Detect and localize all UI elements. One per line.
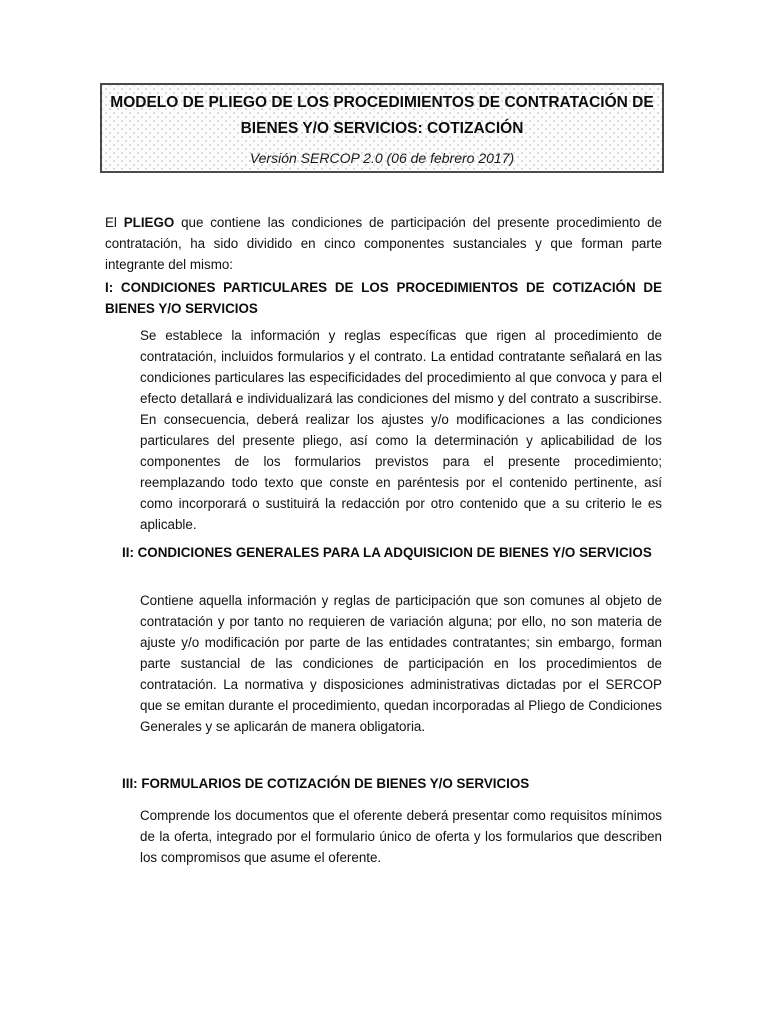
section-3-heading: III: FORMULARIOS DE COTIZACIÓN DE BIENES Y/O SERVICIOS xyxy=(122,776,530,792)
section-2-heading: II: CONDICIONES GENERALES PARA LA ADQUISICION DE BIENES Y/O SERVICIOS xyxy=(122,545,652,561)
section-1-heading: I: CONDICIONES PARTICULARES DE LOS PROCEDIMIENTOS DE COTIZACIÓN DE BIENES Y/O SERVICIOS xyxy=(105,280,662,317)
version-subtitle: Versión SERCOP 2.0 (06 de febrero 2017) xyxy=(249,150,515,166)
document-title: MODELO DE PLIEGO DE LOS PROCEDIMIENTOS DE CONTRATACIÓN DE BIENES Y/O SERVICIOS: COTIZACIÓN xyxy=(110,94,654,137)
title-box xyxy=(100,83,664,173)
intro-paragraph xyxy=(105,212,662,275)
section-2-body: Contiene aquella información y reglas de participación que son comunes al objeto de contratación y por tanto no requieren de variación alguna; por ello, no son materia de ajuste y/o modificación por parte de las entidades contratantes; sin embargo, forman parte sustancial de las condiciones de participación en los procedimientos de contratación. La normativa y disposiciones administrativas dictadas por el SERCOP que se emitan durante el procedimiento, quedan incorporadas al Pliego de Condiciones Generales y se aplicarán de manera obligatoria. xyxy=(140,593,662,735)
intro-bold-term: PLIEGO xyxy=(123,215,175,231)
intro-rest: que contiene las condiciones de participación del presente procedimiento de contratación, ha sido dividido en cinco componentes sustanciales y que forman parte integrante del mismo: xyxy=(105,215,662,273)
intro-prefix: El xyxy=(105,215,124,231)
section-3-body: Comprende los documentos que el oferente deberá presentar como requisitos mínimos de la oferta, integrado por el formulario único de oferta y los formularios que describen los compromisos que asume el oferente. xyxy=(140,808,662,866)
section-1-body: Se establece la información y reglas específicas que rigen al procedimiento de contratación, incluidos formularios y el contrato. La entidad contratante señalará en las condiciones particulares las especificidades del procedimiento al que convoca y para el efecto detallará e individualizará las condiciones del mismo y del contrato a suscribirse. En consecuencia, deberá realizar los ajustes y/o modificaciones a las condiciones particulares del presente pliego, así como la determinación y aplicabilidad de los componentes de los formularios previstos para el presente procedimiento; reemplazando todo texto que conste en paréntesis por el contenido pertinente, así como incorporará o sustituirá la redacción por otro contenido que a su criterio le es aplicable. xyxy=(140,328,662,533)
